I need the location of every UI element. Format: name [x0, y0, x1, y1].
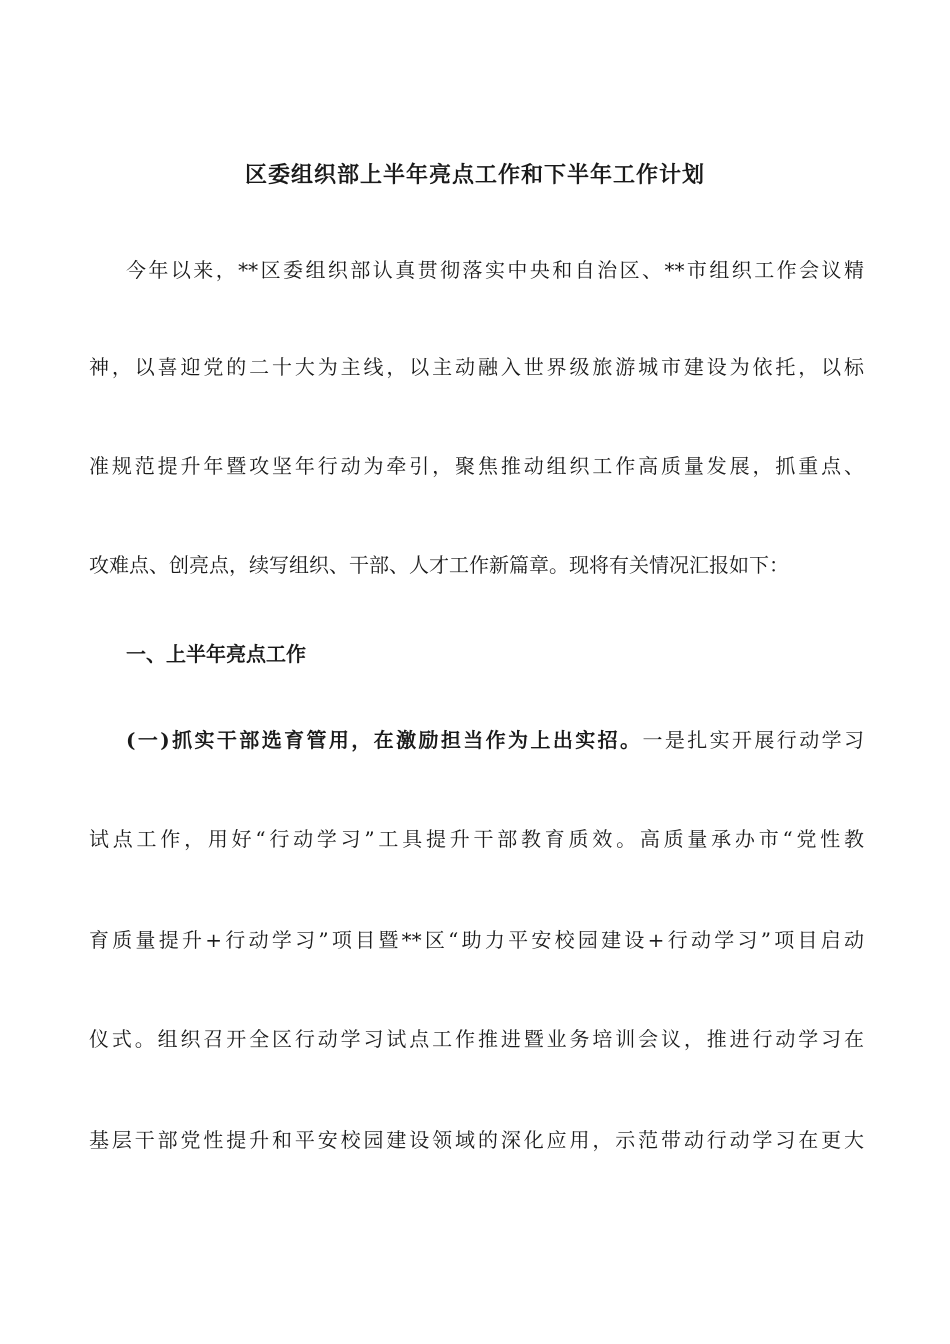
subsection-heading: (一)抓实干部选育管用，在激励担当作为上出实招。	[126, 728, 643, 752]
paragraph-line: 神，以喜迎党的二十大为主线，以主动融入世界级旅游城市建设为依托，以标	[89, 355, 864, 379]
subsection-line	[126, 726, 864, 754]
paragraph-line: 试点工作，用好“行动学习”工具提升干部教育质效。高质量承办市“党性教	[89, 827, 864, 851]
paragraph-line: 攻难点、创亮点，续写组织、干部、人才工作新篇章。现将有关情况汇报如下：	[89, 553, 789, 577]
paragraph-line: 今年以来，**区委组织部认真贯彻落实中央和自治区、**市组织工作会议精	[126, 258, 864, 282]
paragraph-line: 基层干部党性提升和平安校园建设领域的深化应用，示范带动行动学习在更大	[89, 1128, 864, 1152]
section-heading: 一、上半年亮点工作	[126, 642, 306, 666]
document-title: 区委组织部上半年亮点工作和下半年工作计划	[244, 162, 705, 188]
paragraph-line: 育质量提升+行动学习”项目暨**区“助力平安校园建设+行动学习”项目启动	[89, 928, 864, 952]
paragraph-line: 仪式。组织召开全区行动学习试点工作推进暨业务培训会议，推进行动学习在	[89, 1027, 864, 1051]
subsection-text: 一是扎实开展行动学习	[642, 728, 864, 752]
paragraph-line: 准规范提升年暨攻坚年行动为牵引，聚焦推动组织工作高质量发展，抓重点、	[89, 454, 864, 478]
